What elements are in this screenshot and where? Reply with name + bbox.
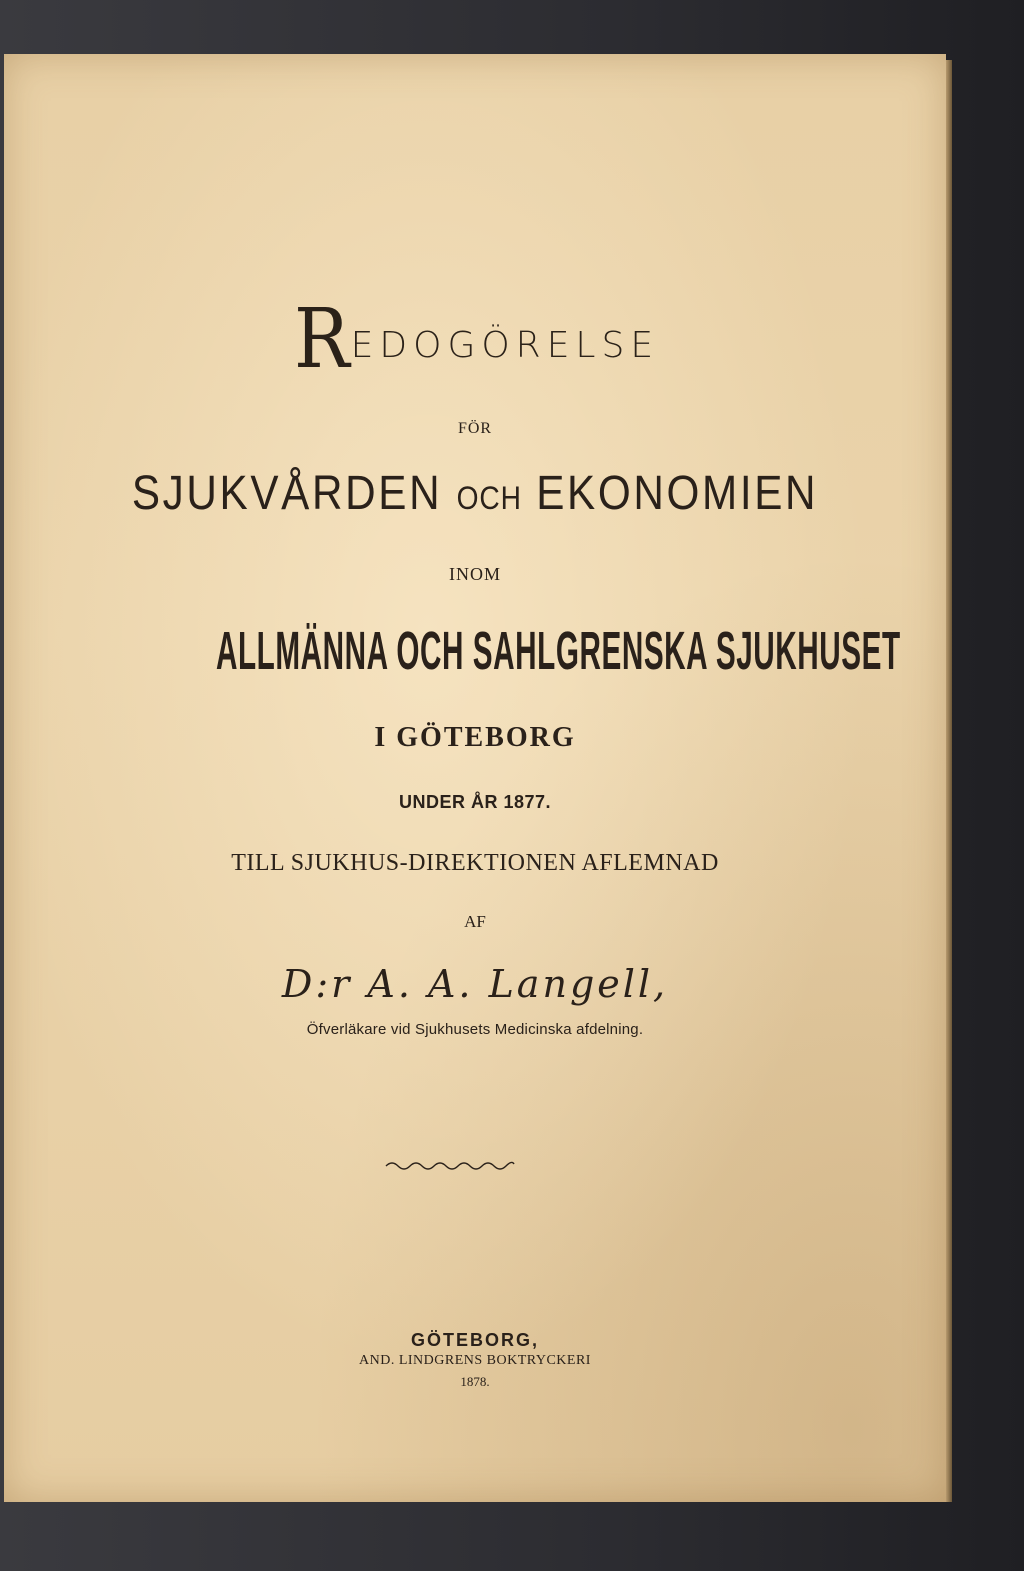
heading-initial: R xyxy=(293,292,348,387)
heading xyxy=(4,282,946,387)
heading-rest: EDOGÖRELSE xyxy=(350,325,660,366)
city-line: I GÖTEBORG xyxy=(374,722,576,753)
imprint-city: GÖTEBORG, xyxy=(410,1330,539,1350)
author-title: Öfverläkare vid Sjukhusets Medicinska afdelning. xyxy=(306,1021,644,1038)
wave-ornament xyxy=(384,1158,516,1172)
imprint-year: 1878. xyxy=(460,1374,490,1389)
for-line: FÖR xyxy=(457,420,493,437)
imprint-printer: AND. LINDGRENS BOKTRYCKERI xyxy=(359,1353,591,1368)
by-line: AF xyxy=(464,912,486,931)
year-line: UNDER ÅR 1877. xyxy=(398,792,552,812)
page-edge xyxy=(946,60,952,1502)
subject-mid: OCH xyxy=(456,480,522,516)
subject-left: SJUKVÅRDEN xyxy=(131,467,443,520)
book-page xyxy=(4,54,946,1502)
subject-right: EKONOMIEN xyxy=(536,467,819,520)
subject-line xyxy=(61,466,890,521)
author-name: D:r A. A. Langell, xyxy=(281,962,669,1006)
dedication-line: TILL SJUKHUS-DIREKTIONEN AFLEMNAD xyxy=(231,850,719,876)
inom-line: INOM xyxy=(449,564,501,584)
hospital-name: ALLMÄNNA OCH SAHLGRENSKA SJUKHUSET xyxy=(215,621,901,681)
